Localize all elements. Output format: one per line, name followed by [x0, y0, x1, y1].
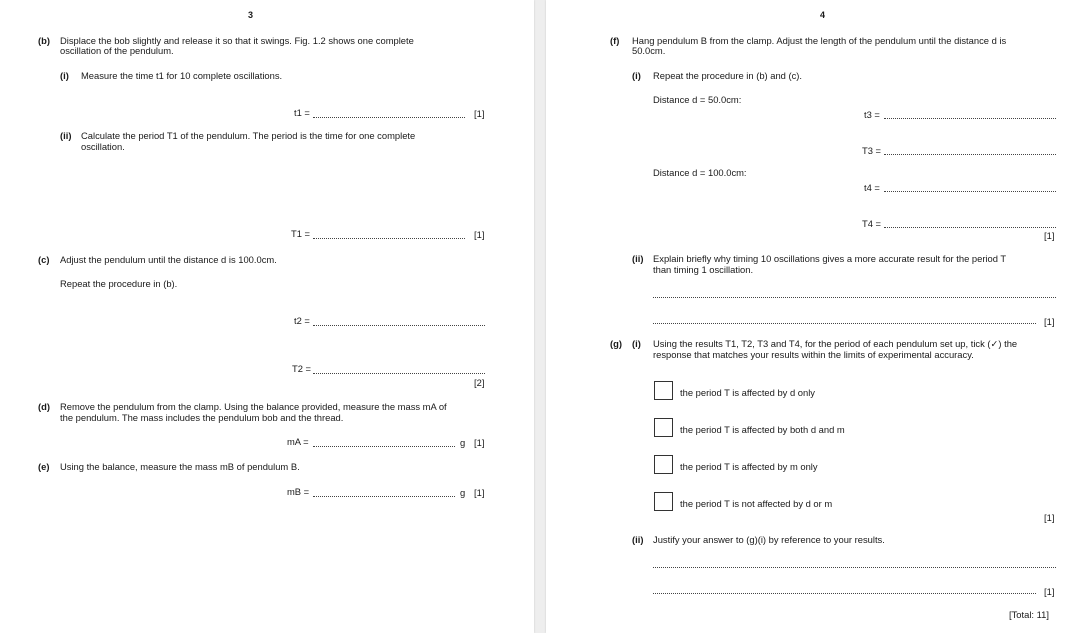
distance-50-label: Distance d = 50.0cm:: [653, 94, 742, 105]
question-d-text-line1: Remove the pendulum from the clamp. Using the balance provided, measure the mass mA of: [60, 401, 447, 412]
question-c-marks: [2]: [474, 377, 485, 388]
page-number: 3: [248, 10, 254, 20]
page-number: 4: [820, 10, 826, 20]
question-d-label: (d): [38, 401, 50, 412]
question-e-marks: [1]: [474, 487, 485, 498]
exam-page-3: [0, 0, 534, 633]
option-neither: the period T is not affected by d or m: [680, 498, 833, 509]
question-f-text-line2: 50.0cm.: [632, 45, 666, 56]
question-g-i-marks: [1]: [1044, 512, 1055, 523]
question-b-label: (b): [38, 35, 50, 46]
question-c-label: (c): [38, 254, 50, 265]
mA-answer-line[interactable]: [313, 446, 455, 447]
question-f-label: (f): [610, 35, 620, 46]
option-both: the period T is affected by both d and m: [680, 424, 845, 435]
T3-variable: T3 =: [862, 145, 882, 156]
mA-unit: g: [460, 437, 466, 448]
t2-answer-line[interactable]: [313, 325, 485, 326]
question-f-i-marks: [1]: [1044, 230, 1055, 241]
question-g-label: (g): [610, 338, 622, 349]
mB-answer-line[interactable]: [313, 496, 455, 497]
question-d-marks: [1]: [474, 437, 485, 448]
distance-100-label: Distance d = 100.0cm:: [653, 167, 747, 178]
T1-marks: [1]: [474, 229, 485, 240]
question-f-ii-text-line2: than timing 1 oscillation.: [653, 264, 754, 275]
T2-answer-line[interactable]: [313, 373, 485, 374]
question-c-text: Adjust the pendulum until the distance d is 100.0cm.: [60, 254, 277, 265]
t1-answer-line[interactable]: [313, 117, 465, 118]
question-c-repeat: Repeat the procedure in (b).: [60, 278, 178, 289]
t1-variable: t1 =: [294, 107, 310, 118]
tick-box-m-only[interactable]: [654, 455, 673, 474]
T1-variable: T1 =: [291, 228, 311, 239]
T4-answer-line[interactable]: [884, 227, 1056, 228]
mA-variable: mA =: [287, 436, 309, 447]
tick-box-neither[interactable]: [654, 492, 673, 511]
question-f-ii-marks: [1]: [1044, 316, 1055, 327]
question-b-ii-text-line2: oscillation.: [81, 141, 125, 152]
T1-answer-line[interactable]: [313, 238, 465, 239]
t4-variable: t4 =: [864, 182, 880, 193]
T2-variable: T2 =: [292, 363, 312, 374]
question-f-ii-label: (ii): [632, 253, 644, 264]
t2-variable: t2 =: [294, 315, 310, 326]
question-b-text-line2: oscillation of the pendulum.: [60, 45, 174, 56]
t3-variable: t3 =: [864, 109, 880, 120]
g-ii-answer-line-1[interactable]: [653, 567, 1056, 568]
option-d-only: the period T is affected by d only: [680, 387, 815, 398]
question-b-ii-text-line1: Calculate the period T1 of the pendulum. The period is the time for one complete: [81, 130, 416, 141]
f-ii-answer-line-2[interactable]: [653, 323, 1036, 324]
T3-answer-line[interactable]: [884, 154, 1056, 155]
question-g-ii-marks: [1]: [1044, 586, 1055, 597]
option-m-only: the period T is affected by m only: [680, 461, 818, 472]
f-ii-answer-line-1[interactable]: [653, 297, 1056, 298]
T4-variable: T4 =: [862, 218, 882, 229]
mB-variable: mB =: [287, 486, 310, 497]
question-e-label: (e): [38, 461, 50, 472]
exam-page-4: [546, 0, 1080, 633]
g-ii-answer-line-2[interactable]: [653, 593, 1036, 594]
question-g-i-label: (i): [632, 338, 641, 349]
t1-marks: [1]: [474, 108, 485, 119]
mB-unit: g: [460, 487, 466, 498]
question-g-ii-label: (ii): [632, 534, 644, 545]
t3-answer-line[interactable]: [884, 118, 1056, 119]
question-e-text: Using the balance, measure the mass mB of pendulum B.: [60, 461, 300, 472]
question-g-i-text-line1: Using the results T1, T2, T3 and T4, for the period of each pendulum set up, tick (✓) the: [653, 338, 1018, 349]
question-b-i-text: Measure the time t1 for 10 complete oscillations.: [81, 70, 283, 81]
question-b-i-label: (i): [60, 70, 69, 81]
tick-box-d-only[interactable]: [654, 381, 673, 400]
question-f-i-text: Repeat the procedure in (b) and (c).: [653, 70, 803, 81]
question-f-ii-text-line1: Explain briefly why timing 10 oscillations gives a more accurate result for the period T: [653, 253, 1007, 264]
question-f-text-line1: Hang pendulum B from the clamp. Adjust the length of the pendulum until the distance d is: [632, 35, 1007, 46]
question-f-i-label: (i): [632, 70, 641, 81]
question-g-i-text-line2: response that matches your results within the limits of experimental accuracy.: [653, 349, 974, 360]
total-marks: [Total: 11]: [1009, 609, 1049, 620]
question-b-ii-label: (ii): [60, 130, 72, 141]
tick-box-both[interactable]: [654, 418, 673, 437]
t4-answer-line[interactable]: [884, 191, 1056, 192]
question-g-ii-text: Justify your answer to (g)(i) by reference to your results.: [653, 534, 885, 545]
question-d-text-line2: the pendulum. The mass includes the pendulum bob and the thread.: [60, 412, 344, 423]
question-b-text-line1: Displace the bob slightly and release it so that it swings. Fig. 1.2 shows one complete: [60, 35, 414, 46]
